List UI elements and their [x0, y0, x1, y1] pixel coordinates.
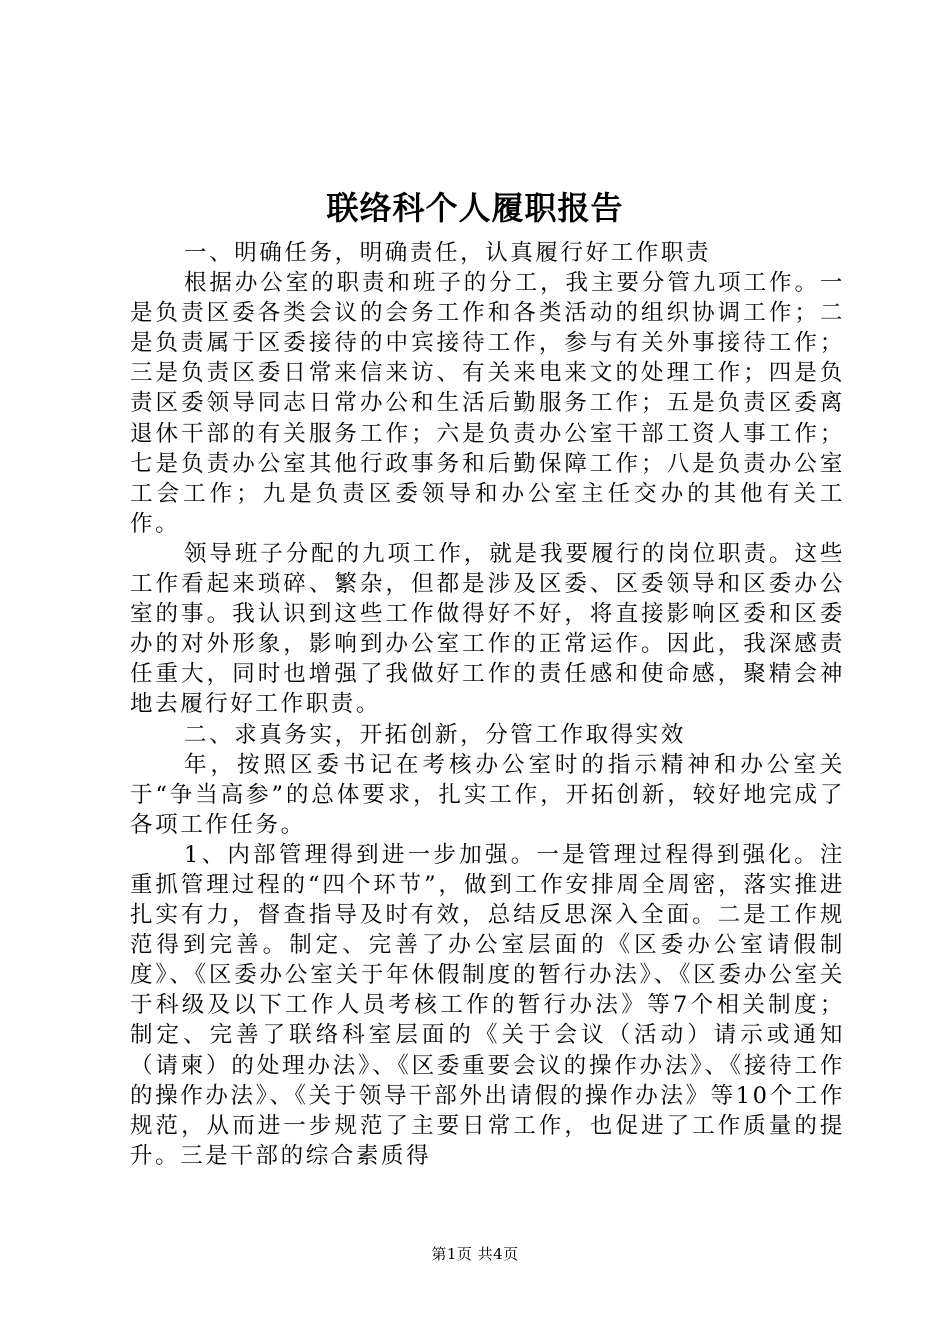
paragraph-responsibility: 领导班子分配的九项工作，就是我要履行的岗位职责。这些工作看起来琐碎、繁杂，但都是涉及区委、区委领导和区委办公室的事。我认识到这些工作做得好不好，将直接影响区委和区委办的对外形象，影响到办公室工作的正常运作。因此，我深感责任重大，同时也增强了我做好工作的责任感和使命感，聚精会神地去履行好工作职责。: [130, 540, 845, 718]
paragraph-year-summary: 年，按照区委书记在考核办公室时的指示精神和办公室关于“争当高参”的总体要求，扎实工作，开拓创新，较好地完成了各项工作任务。: [130, 751, 845, 838]
section-heading-2: 二、求真务实，开拓创新，分管工作取得实效: [184, 721, 687, 748]
section-heading-1: 一、明确任务，明确责任，认真履行好工作职责: [184, 240, 712, 266]
document-title: 联络科个人履职报告: [326, 189, 624, 227]
paragraph-duties: 根据办公室的职责和班子的分工，我主要分管九项工作。一是负责区委各类会议的会务工作和各类活动的组织协调工作；二是负责属于区委接待的中宾接待工作，参与有关外事接待工作；三是负责区委日常来信来访、有关来电来文的处理工作；四是负责区委领导同志日常办公和生活后勤服务工作；五是负责区委离退休干部的有关服务工作；六是负责办公室干部工资人事工作；七是负责办公室其他行政事务和后勤保障工作；八是负责办公室工会工作；九是负责区委领导和办公室主任交办的其他有关工作。: [130, 270, 845, 537]
page-number-footer: 第1页 共4页: [431, 1245, 519, 1263]
document-body: [130, 238, 845, 1171]
paragraph-internal-management: 1、内部管理得到进一步加强。一是管理过程得到强化。注重抓管理过程的“四个环节”，做到工作安排周全周密，落实推进扎实有力，督查指导及时有效，总结反思深入全面。二是工作规范得到完善。制定、完善了办公室层面的《区委办公室请假制度》、《区委办公室关于年休假制度的暂行办法》、《区委办公室关于科级及以下工作人员考核工作的暂行办法》等7个相关制度；制定、完善了联络科室层面的《关于会议（活动）请示或通知（请柬）的处理办法》、《区委重要会议的操作办法》、《接待工作的操作办法》、《关于领导干部外出请假的操作办法》等10个工作规范，从而进一步规范了主要日常工作，也促进了工作质量的提升。三是干部的综合素质得: [130, 841, 845, 1169]
